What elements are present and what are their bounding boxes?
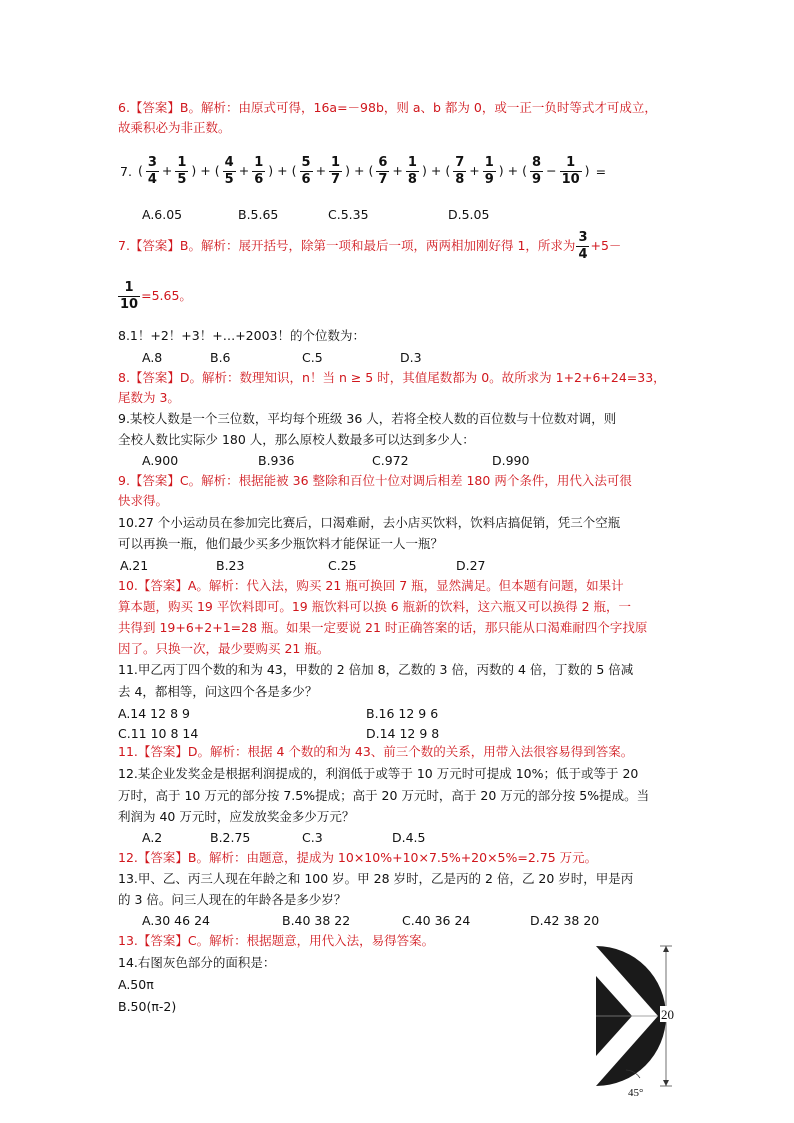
q13-option-d: D.42 38 20: [530, 913, 600, 928]
close-paren: ): [191, 162, 197, 178]
q7-answer-tail2: =5.65。: [141, 288, 192, 303]
fraction-numerator: 1: [484, 154, 494, 170]
q7-answer-fraction-1-10: [118, 280, 140, 313]
fraction-denominator: 6: [301, 171, 311, 187]
q10-line1: 10.27 个小运动员在参加完比赛后，口渴难耐，去小店买饮料，饮料店搞促销，凭三个空瓶: [118, 515, 621, 530]
q10-answer-line4: 因了。只换一次，最少要购买 21 瓶。: [118, 641, 330, 656]
q13-option-a: A.30 46 24: [142, 913, 210, 928]
term-fraction-b: [329, 155, 342, 188]
q14-semicircle-figure: [588, 938, 688, 1098]
term-operator: +: [469, 162, 480, 178]
term-operator: +: [161, 162, 173, 178]
q9-option-a: A.900: [142, 453, 179, 468]
fraction-denominator: 9: [484, 171, 494, 187]
term-fraction-a: [530, 155, 543, 188]
open-paren: (: [522, 162, 528, 178]
fraction-denominator: 7: [378, 171, 388, 187]
q8-option-d: D.3: [400, 350, 422, 365]
term-fraction-a: [376, 155, 389, 188]
fraction-numerator: 6: [378, 154, 388, 170]
q7-option-a: A.6.05: [142, 207, 183, 222]
q7-option-c: C.5.35: [328, 207, 369, 222]
q9-option-b: B.936: [258, 453, 295, 468]
q7-number: 7.: [120, 163, 132, 179]
fraction-denominator: 7: [331, 171, 341, 187]
q11-line1: 11.甲乙丙丁四个数的和为 43，甲数的 2 倍加 8，乙数的 3 倍，丙数的 4 倍，丁数的 5 倍减: [118, 662, 634, 677]
q7-option-d: D.5.05: [448, 207, 490, 222]
q14-option-b: B.50(π-2): [118, 999, 177, 1014]
q13-option-c: C.40 36 24: [402, 913, 471, 928]
term-fraction-b: [406, 155, 419, 188]
q7-answer-line1: [118, 226, 621, 266]
q11-option-b: B.16 12 9 6: [366, 706, 439, 721]
dim-arrow-bottom: [663, 1080, 669, 1086]
fraction-denominator: 10: [120, 296, 139, 312]
q12-option-b: B.2.75: [210, 830, 251, 845]
plus-sign: +: [507, 162, 519, 178]
q7-question: [118, 150, 608, 192]
fraction-denominator: 10: [561, 171, 580, 187]
term-operator: +: [392, 162, 403, 178]
close-paren: ): [345, 162, 350, 178]
q10-answer-line2: 算本题，购买 19 平饮料即可。19 瓶饮料可以换 6 瓶新的饮料，这六瓶又可以换得 2 瓶，一: [118, 599, 632, 614]
fraction-denominator: 8: [407, 171, 417, 187]
close-paren: ): [498, 162, 504, 178]
term-fraction-a: [146, 155, 159, 188]
open-paren: (: [368, 162, 374, 178]
q9-answer-line1: 9.【答案】C。解析：根据能被 36 整除和百位十位对调后相差 180 两个条件，用代入法可很: [118, 473, 632, 488]
open-paren: (: [214, 162, 220, 178]
q9-line1: 9.某校人数是一个三位数，平均每个班级 36 人，若将全校人数的百位数与十位数对调，则: [118, 411, 617, 426]
q7-expression: [136, 155, 592, 188]
q7-answer-fraction-3-4: [576, 230, 589, 263]
q10-answer-line3: 共得到 19+6+2+1=28 瓶。如果一定要说 21 时正确答案的话，那只能从口渴难耐四个字找原: [118, 620, 648, 635]
close-paren: ): [584, 162, 590, 178]
plus-sign: +: [353, 162, 365, 178]
dim-arrow-top: [663, 946, 669, 952]
q8-option-c: C.5: [302, 350, 323, 365]
open-paren: (: [291, 162, 297, 178]
close-paren: ): [421, 162, 427, 178]
term-fraction-a: [453, 155, 466, 188]
q8-answer-line1: 8.【答案】D。解析：数理知识，n！当 n ≥ 5 时，其值尾数都为 0。故所求为 1+2+6+24=33，: [118, 370, 666, 385]
q12-option-d: D.4.5: [392, 830, 426, 845]
q10-option-a: A.21: [120, 558, 149, 573]
q8-option-b: B.6: [210, 350, 231, 365]
q7-option-b: B.5.65: [238, 207, 279, 222]
fraction-numerator: 8: [532, 154, 542, 170]
fraction-denominator: 5: [224, 171, 234, 187]
term-operator: +: [315, 162, 327, 178]
q11-line2: 去 4，都相等，问这四个各是多少？: [118, 684, 318, 699]
q7-answer-line2: [118, 276, 192, 316]
q12-line2: 万时，高于 10 万元的部分按 7.5%提成；高于 20 万元时，高于 20 万元的部分按 5%提成。当: [118, 788, 650, 803]
q12-answer-line1: 12.【答案】B。解析：由题意，提成为 10×10%+10×7.5%+20×5%=2.75 万元。: [118, 850, 598, 865]
q11-option-c: C.11 10 8 14: [118, 726, 199, 741]
q9-option-d: D.990: [492, 453, 530, 468]
fraction-numerator: 1: [177, 154, 187, 170]
term-operator: −: [546, 162, 557, 178]
term-fraction-b: [560, 155, 582, 188]
q8-option-a: A.8: [142, 350, 163, 365]
q12-option-a: A.2: [142, 830, 163, 845]
term-fraction-a: [300, 155, 313, 188]
fraction-denominator: 9: [532, 171, 542, 187]
q13-line1: 13.甲、乙、丙三人现在年龄之和 100 岁。甲 28 岁时，乙是丙的 2 倍，乙 20 岁时，甲是丙: [118, 871, 634, 886]
fraction-numerator: 3: [578, 229, 588, 245]
fraction-numerator: 1: [118, 280, 140, 297]
plus-sign: +: [200, 162, 211, 178]
term-fraction-b: [175, 155, 188, 188]
q11-option-d: D.14 12 9 8: [366, 726, 440, 741]
fraction-numerator: 1: [407, 154, 417, 170]
open-paren: (: [445, 162, 451, 178]
open-paren: (: [137, 162, 143, 178]
q11-answer-line1: 11.【答案】D。解析：根据 4 个数的和为 43、前三个数的关系，用带入法很容易得到答案。: [118, 744, 634, 759]
q7-answer-tail1: +5－: [590, 238, 622, 253]
term-operator: +: [238, 162, 250, 178]
q7-equals: =: [595, 163, 607, 179]
q6-answer-line1: 6.【答案】B。解析：由原式可得，16a=－98b，则 a、b 都为 0，或一正一负时等式才可成立，: [118, 100, 657, 115]
fraction-numerator: 1: [331, 154, 341, 170]
q13-line2: 的 3 倍。问三人现在的年龄各是多少岁？: [118, 892, 347, 907]
fraction-denominator: 4: [578, 246, 588, 262]
q7-answer-text: 7.【答案】B。解析：展开括号，除第一项和最后一项，两两相加刚好得 1，所求为: [118, 238, 576, 253]
fraction-denominator: 4: [147, 171, 157, 187]
fraction-numerator: 7: [455, 154, 465, 170]
q9-option-c: C.972: [372, 453, 409, 468]
term-fraction-b: [252, 155, 265, 188]
q12-line1: 12.某企业发奖金是根据利润提成的，利润低于或等于 10 万元时可提成 10%；低于或等于 20: [118, 766, 639, 781]
plus-sign: +: [277, 162, 288, 178]
q10-option-b: B.23: [216, 558, 245, 573]
close-paren: ): [268, 162, 274, 178]
q9-line2: 全校人数比实际少 180 人，那么原校人数最多可以达到多少人：: [118, 432, 475, 447]
angle-label: 45°: [628, 1087, 644, 1098]
q8-answer-line2: 尾数为 3。: [118, 390, 180, 405]
fraction-numerator: 5: [301, 154, 311, 170]
q9-answer-line2: 快求得。: [118, 493, 169, 508]
fraction-numerator: 3: [147, 154, 157, 170]
q13-answer-line1: 13.【答案】C。解析：根据题意，用代入法，易得答案。: [118, 933, 435, 948]
fraction-numerator: 1: [560, 155, 582, 172]
fraction-denominator: 5: [177, 171, 187, 187]
q11-option-a: A.14 12 8 9: [118, 706, 190, 721]
q14-option-a: A.50π: [118, 977, 154, 992]
q10-option-c: C.25: [328, 558, 357, 573]
fraction-numerator: 4: [224, 154, 234, 170]
term-fraction-b: [483, 155, 496, 188]
fraction-denominator: 6: [254, 171, 264, 187]
q8-question: 8.1！+2！+3！+…+2003！的个位数为：: [118, 328, 365, 343]
q14-line1: 14.右图灰色部分的面积是：: [118, 955, 276, 970]
q10-answer-line1: 10.【答案】A。解析：代入法，购买 21 瓶可换回 7 瓶，显然满足。但本题有问题，如果计: [118, 578, 624, 593]
fraction-numerator: 1: [254, 154, 264, 170]
q13-option-b: B.40 38 22: [282, 913, 351, 928]
dim-label: 20: [661, 1007, 674, 1022]
term-fraction-a: [223, 155, 236, 188]
q6-answer-line2: 故乘积必为非正数。: [118, 120, 231, 135]
q12-option-c: C.3: [302, 830, 323, 845]
q10-line2: 可以再换一瓶，他们最少买多少瓶饮料才能保证一人一瓶？: [118, 536, 444, 551]
q10-option-d: D.27: [456, 558, 486, 573]
plus-sign: +: [430, 162, 442, 178]
q12-line3: 利润为 40 万元时，应发放奖金多少万元？: [118, 809, 355, 824]
fraction-denominator: 8: [455, 171, 465, 187]
